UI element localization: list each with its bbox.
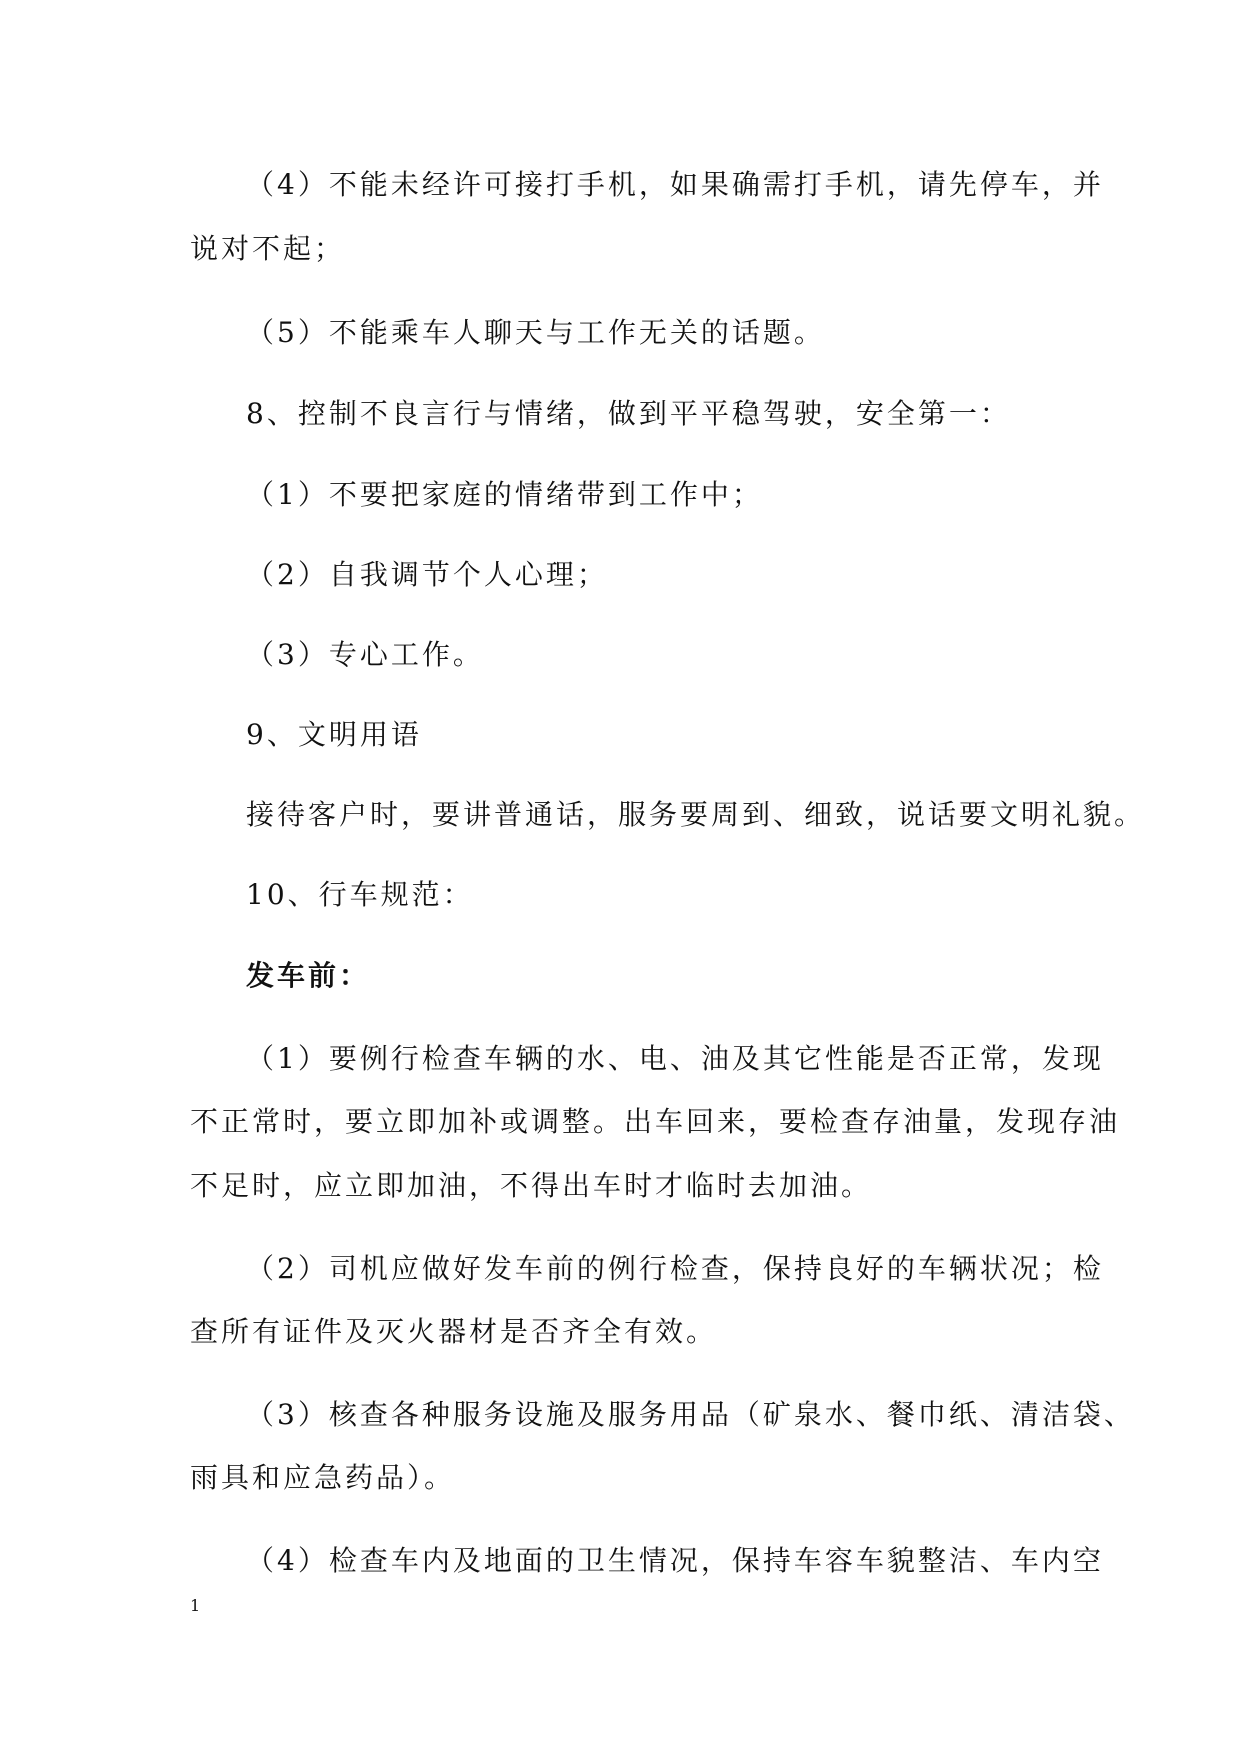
paragraph-line: （1）不要把家庭的情绪带到工作中； xyxy=(246,478,763,511)
paragraph-line: 雨具和应急药品）。 xyxy=(190,1461,456,1494)
page-number: 1 xyxy=(190,1596,201,1615)
paragraph-line: （4）检查车内及地面的卫生情况，保持车容车貌整洁、车内空 xyxy=(246,1544,1104,1577)
paragraph-line: 查所有证件及灭火器材是否齐全有效。 xyxy=(190,1315,718,1348)
paragraph-line: 不正常时，要立即加补或调整。出车回来，要检查存油量，发现存油 xyxy=(190,1105,1121,1138)
paragraph-line: （4）不能未经许可接打手机，如果确需打手机，请先停车，并 xyxy=(246,168,1104,201)
paragraph-line: （1）要例行检查车辆的水、电、油及其它性能是否正常，发现 xyxy=(246,1042,1104,1075)
paragraph-line: （3）专心工作。 xyxy=(246,638,484,671)
section-heading: 9、文明用语 xyxy=(246,718,422,751)
paragraph-line: （3）核查各种服务设施及服务用品（矿泉水、餐巾纸、清洁袋、 xyxy=(246,1398,1135,1431)
paragraph-line: 不足时，应立即加油，不得出车时才临时去加油。 xyxy=(190,1169,873,1202)
subsection-heading: 发车前： xyxy=(246,959,371,992)
paragraph-line: 说对不起； xyxy=(190,232,346,265)
paragraph-line: （2）司机应做好发车前的例行检查，保持良好的车辆状况；检 xyxy=(246,1252,1104,1285)
paragraph-line: 8、控制不良言行与情绪，做到平平稳驾驶，安全第一： xyxy=(246,397,1011,430)
paragraph-line: （5）不能乘车人聊天与工作无关的话题。 xyxy=(246,316,825,349)
paragraph-line: （2）自我调节个人心理； xyxy=(246,558,608,591)
paragraph-line: 接待客户时，要讲普通话，服务要周到、细致，说话要文明礼貌。 xyxy=(246,798,1146,831)
section-heading: 10、行车规范： xyxy=(246,878,474,911)
